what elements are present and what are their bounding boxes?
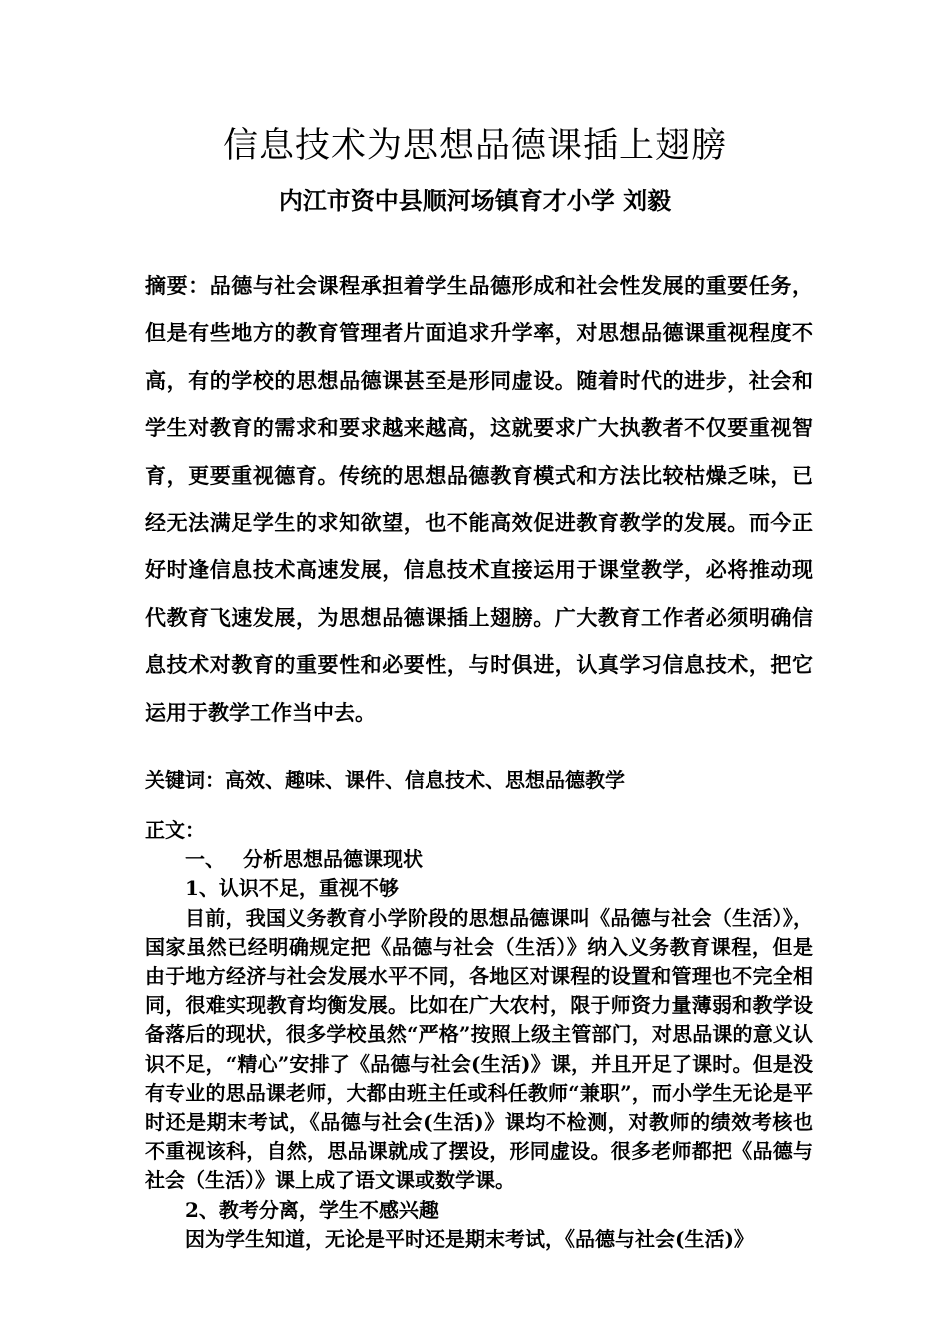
body-section xyxy=(145,816,813,1254)
author-line: 内江市资中县顺河场镇育才小学 刘毅 xyxy=(278,186,672,215)
keywords-line: 关键词：高效、趣味、课件、信息技术、思想品德教学 xyxy=(145,768,625,792)
subsection-heading: 2、教考分离，学生不感兴趣 xyxy=(185,1197,439,1222)
section-number: 一、 xyxy=(185,847,225,872)
section-title: 分析思想品德课现状 xyxy=(243,847,423,872)
body-paragraph: 因为学生知道，无论是平时还是期末考试，《品德与社会(生活)》 xyxy=(185,1226,754,1251)
body-label: 正文： xyxy=(145,818,205,842)
body-paragraph: 目前，我国义务教育小学阶段的思想品德课叫《品德与社会（生活）》，国家虽然已经明确规定把《品德与社会（生活）》纳入义务教育课程，但是由于地方经济与社会发展水平不同，各地区对课程的设置和管理也不完全相同，很难实现教育均衡发展。比如在广大农村，限于师资力量薄弱和教学设备落后的现状，很多学校虽然“严格”按照上级主管部门，对思品课的意义认识不足，“精心”安排了《品德与社会(生活)》课，并且开足了课时。但是没有专业的思品课老师，大都由班主任或科任教师“兼职”，而小学生无论是平时还是期末考试，《品德与社会(生活)》课均不检测，对教师的绩效考核也不重视该科，自然，思品课就成了摆设，形同虚设。很多老师都把《品德与社会（生活）》课上成了语文课或数学课。 xyxy=(145,905,813,1193)
subsection-heading: 1、认识不足，重视不够 xyxy=(185,876,399,901)
section-heading xyxy=(145,845,813,874)
document-title: 信息技术为思想品德课插上翅膀 xyxy=(222,126,727,166)
abstract-paragraph: 摘要：品德与社会课程承担着学生品德形成和社会性发展的重要任务，但是有些地方的教育管理者片面追求升学率，对思想品德课重视程度不高，有的学校的思想品德课甚至是形同虚设。随着时代的进步，社会和学生对教育的需求和要求越来越高，这就要求广大执教者不仅要重视智育，更要重视德育。传统的思想品德教育模式和方法比较枯燥乏味，已经无法满足学生的求知欲望，也不能高效促进教育教学的发展。而今正好时逢信息技术高速发展，信息技术直接运用于课堂教学，必将推动现代教育飞速发展，为思想品德课插上翅膀。广大教育工作者必须明确信息技术对教育的重要性和必要性，与时俱进，认真学习信息技术，把它运用于教学工作当中去。 xyxy=(145,273,813,725)
